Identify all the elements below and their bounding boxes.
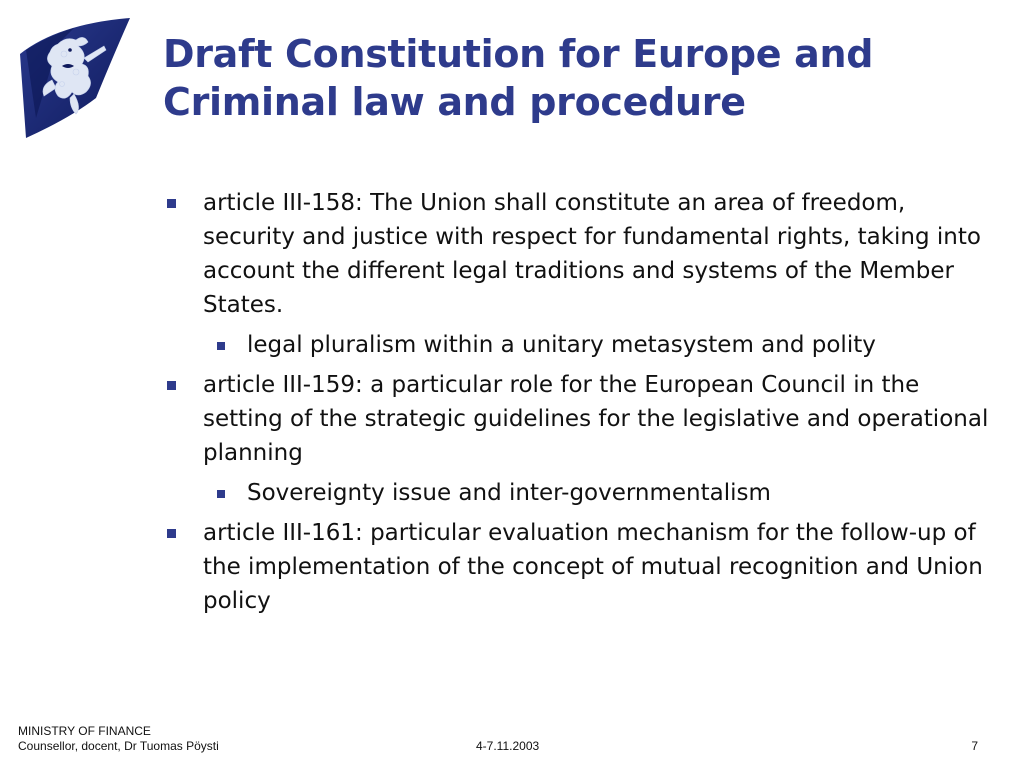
square-bullet-icon xyxy=(167,529,176,538)
slide-title-line-2: Criminal law and procedure xyxy=(163,80,746,124)
sub-bullet-text: legal pluralism within a unitary metasystem and polity xyxy=(247,332,876,358)
footer-organization xyxy=(18,724,219,754)
page-number: 7 xyxy=(971,739,978,753)
footer-date: 4-7.11.2003 xyxy=(476,739,540,753)
footer-author: Counsellor, docent, Dr Tuomas Pöysti xyxy=(18,739,219,753)
bullet-item xyxy=(163,516,1003,618)
bullet-item xyxy=(163,186,1003,322)
slide-title xyxy=(163,30,1003,126)
slide-title-line-1: Draft Constitution for Europe and xyxy=(163,32,874,76)
square-bullet-icon xyxy=(167,199,176,208)
bullet-list xyxy=(163,186,1003,618)
finnish-lion-emblem-icon xyxy=(18,14,134,142)
bullet-text: article III-158: The Union shall constitute an area of freedom, security and justice with respect for fundamental rights, taking into account the different legal traditions and systems of the Member States. xyxy=(203,190,981,318)
sub-bullet-item xyxy=(163,476,1003,510)
bullet-item xyxy=(163,368,1003,470)
footer-org-name: MINISTRY OF FINANCE xyxy=(18,724,151,738)
sub-bullet-text: Sovereignty issue and inter-governmentalism xyxy=(247,480,771,506)
bullet-text: article III-159: a particular role for the European Council in the setting of the strategic guidelines for the legislative and operational planning xyxy=(203,372,989,466)
ministry-logo xyxy=(18,14,134,142)
square-bullet-icon xyxy=(217,490,225,498)
square-bullet-icon xyxy=(217,342,225,350)
bullet-text: article III-161: particular evaluation mechanism for the follow-up of the implementation of the concept of mutual recognition and Union policy xyxy=(203,520,983,614)
square-bullet-icon xyxy=(167,381,176,390)
sub-bullet-item xyxy=(163,328,1003,362)
